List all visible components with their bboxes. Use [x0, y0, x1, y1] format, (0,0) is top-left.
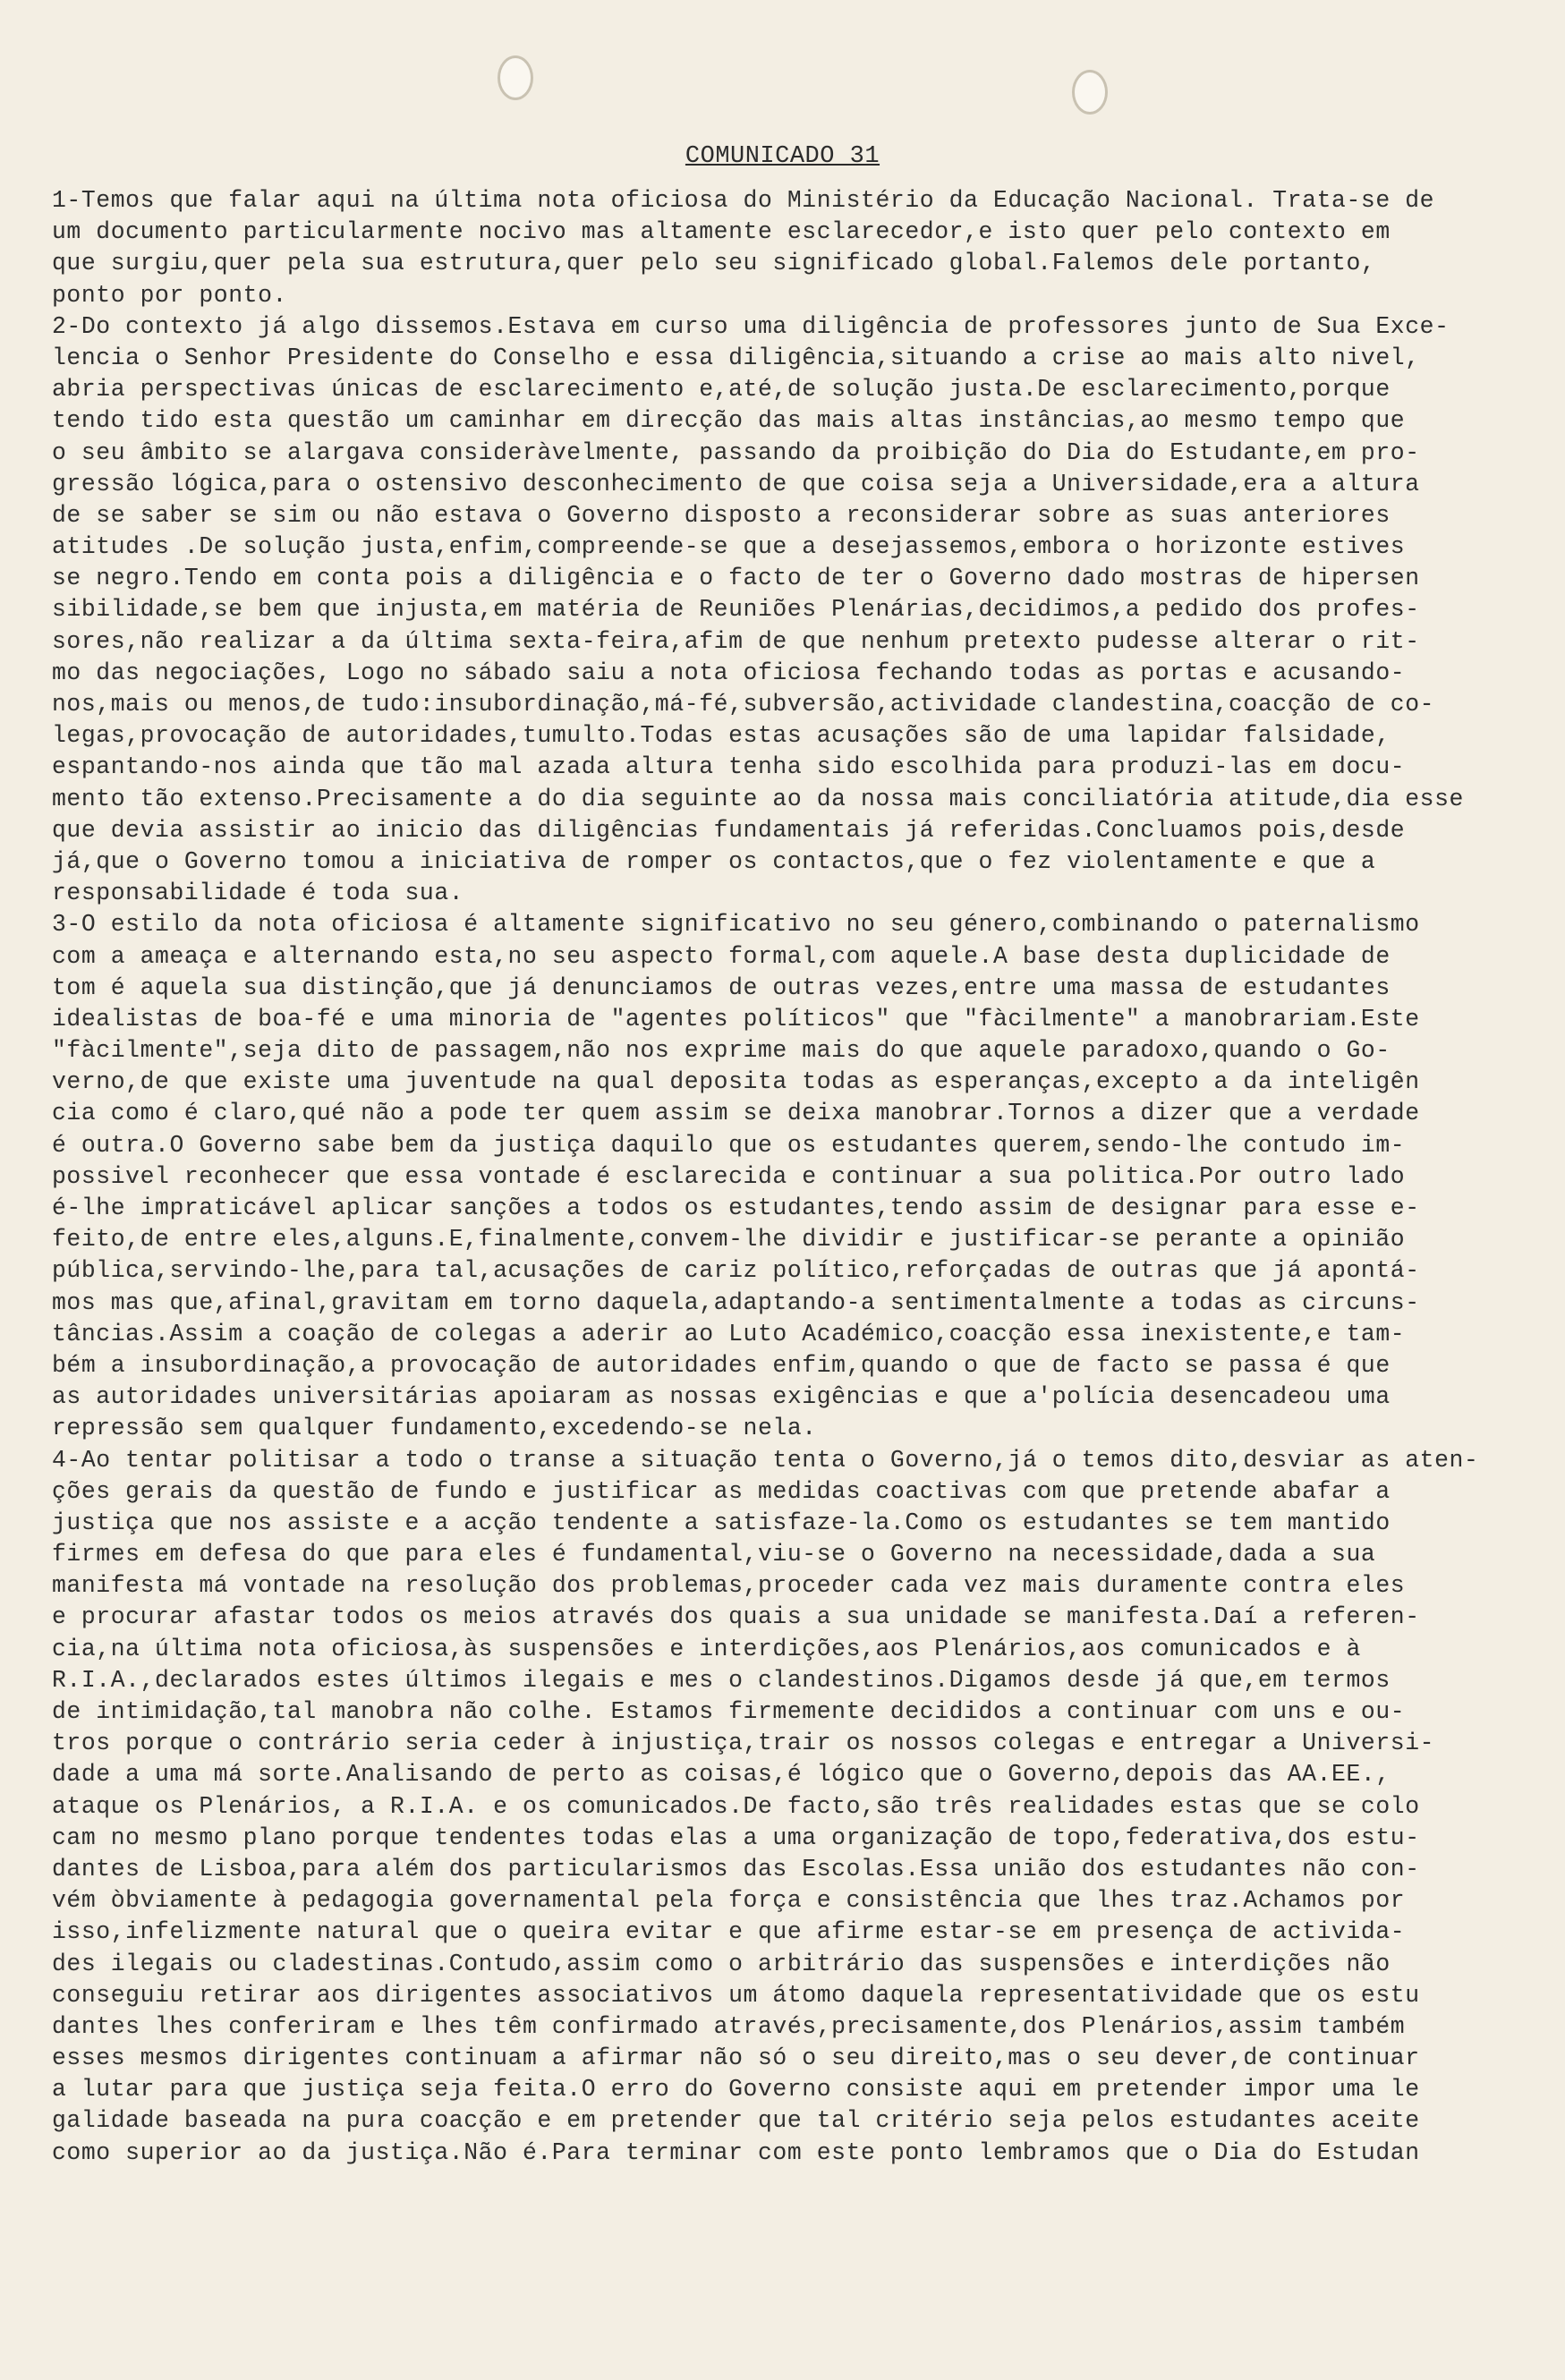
text-line: já,que o Governo tomou a iniciativa de romper os contactos,que o fez violentamente e que a [52, 847, 1376, 875]
page-title: COMUNICADO 31 [685, 143, 880, 170]
text-line: abria perspectivas únicas de esclarecimento e,até,de solução justa.De esclarecimento,porque [52, 376, 1391, 404]
text-line: tâncias.Assim a coação de colegas a aderir ao Luto Académico,coacção essa inexistente,e tam- [52, 1320, 1406, 1347]
text-line: justiça que nos assiste e a acção tendente a satisfaze-la.Como os estudantes se tem mantido [52, 1509, 1391, 1536]
text-line: de se saber se sim ou não estava o Governo disposto a reconsiderar sobre as suas anteriores [52, 501, 1391, 529]
text-line: legas,provocação de autoridades,tumulto.Todas estas acusações são de uma lapidar falsidade, [52, 722, 1391, 750]
text-line: repressão sem qualquer fundamento,excedendo-se nela. [52, 1415, 817, 1442]
text-line: mento tão extenso.Precisamente a do dia seguinte ao da nossa mais conciliatória atitude,dia esse [52, 785, 1464, 812]
text-line: ponto por ponto. [52, 281, 287, 309]
text-line: a lutar para que justiça seja feita.O erro do Governo consiste aqui em pretender impor uma le [52, 2076, 1420, 2104]
text-line: atitudes .De solução justa,enfim,compreende-se que a desejassemos,embora o horizonte estives [52, 533, 1406, 561]
text-line: o seu âmbito se alargava consideràvelmente, passando da proibição do Dia do Estudante,em pro- [52, 438, 1420, 466]
text-line: como superior ao da justiça.Não é.Para terminar com este ponto lembramos que o Dia do Estudan [52, 2138, 1420, 2166]
text-line: 4-Ao tentar politisar a todo o transe a situação tenta o Governo,já o temos dito,desviar as aten- [52, 1446, 1479, 1474]
text-line: gressão lógica,para o ostensivo desconhecimento de que coisa seja a Universidade,era a altura [52, 470, 1420, 497]
text-line: de intimidação,tal manobra não colhe. Estamos firmemente decididos a continuar com uns e ou- [52, 1698, 1406, 1725]
document-body [52, 185, 1479, 2169]
text-line: que devia assistir ao inicio das diligências fundamentais já referidas.Concluamos pois,desde [52, 816, 1406, 844]
text-line: tros porque o contrário seria ceder à injustiça,trair os nossos colegas e entregar a Universi- [52, 1730, 1435, 1757]
text-line: des ilegais ou cladestinas.Contudo,assim como o arbitrário das suspensões e interdições não [52, 1950, 1391, 1977]
text-line: bém a insubordinação,a provocação de autoridades enfim,quando o que de facto se passa é que [52, 1351, 1391, 1379]
text-line: galidade baseada na pura coacção e em pretender que tal critério seja pelos estudantes aceite [52, 2107, 1420, 2135]
text-line: pública,servindo-lhe,para tal,acusações de cariz político,reforçadas de outras que já apontá- [52, 1257, 1420, 1285]
text-line: 2-Do contexto já algo dissemos.Estava em curso uma diligência de professores junto de Sua Exce- [52, 312, 1450, 340]
text-line: espantando-nos ainda que tão mal azada altura tenha sido escolhida para produzi-las em docu- [52, 753, 1406, 781]
text-line: é-lhe impraticável aplicar sanções a todos os estudantes,tendo assim de designar para esse e- [52, 1194, 1420, 1221]
text-line: dade a uma má sorte.Analisando de perto as coisas,é lógico que o Governo,depois das AA.EE., [52, 1761, 1391, 1789]
text-line: se negro.Tendo em conta pois a diligência e o facto de ter o Governo dado mostras de hipersen [52, 565, 1420, 592]
text-line: esses mesmos dirigentes continuam a afirmar não só o seu direito,mas o seu dever,de continuar [52, 2044, 1420, 2072]
text-line: com a ameaça e alternando esta,no seu aspecto formal,com aquele.A base desta duplicidade de [52, 942, 1391, 970]
text-line: sibilidade,se bem que injusta,em matéria de Reuniões Plenárias,decidimos,a pedido dos profes- [52, 596, 1420, 624]
text-line: é outra.O Governo sabe bem da justiça daquilo que os estudantes querem,sendo-lhe contudo im- [52, 1131, 1406, 1159]
text-line: cia como é claro,qué não a pode ter quem assim se deixa manobrar.Tornos a dizer que a verdade [52, 1100, 1420, 1127]
text-line: dantes de Lisboa,para além dos particularismos das Escolas.Essa união dos estudantes não con- [52, 1855, 1420, 1883]
text-line: ções gerais da questão de fundo e justificar as medidas coactivas com que pretende abafar a [52, 1477, 1391, 1505]
text-line: "fàcilmente",seja dito de passagem,não nos exprime mais do que aquele paradoxo,quando o Go- [52, 1037, 1391, 1065]
punch-hole [498, 55, 533, 100]
text-line: as autoridades universitárias apoiaram as nossas exigências e que a'polícia desencadeou uma [52, 1383, 1391, 1411]
text-line: responsabilidade é toda sua. [52, 880, 464, 907]
text-line: lencia o Senhor Presidente do Conselho e essa diligência,situando a crise ao mais alto nivel, [52, 344, 1420, 371]
text-line: verno,de que existe uma juventude na qual deposita todas as esperanças,excepto a da inteligên [52, 1068, 1420, 1096]
text-line: que surgiu,quer pela sua estrutura,quer pelo seu significado global.Falemos dele portanto, [52, 250, 1376, 277]
text-line: mo das negociações, Logo no sábado saiu a nota oficiosa fechando todas as portas e acusando- [52, 659, 1406, 686]
text-line: R.I.A.,declarados estes últimos ilegais e mes o clandestinos.Digamos desde já que,em termos [52, 1666, 1391, 1694]
text-line: sores,não realizar a da última sexta-feira,afim de que nenhum pretexto pudesse alterar o rit- [52, 627, 1420, 655]
text-line: dantes lhes conferiram e lhes têm confirmado através,precisamente,dos Plenários,assim também [52, 2012, 1406, 2040]
text-line: firmes em defesa do que para eles é fundamental,viu-se o Governo na necessidade,dada a sua [52, 1541, 1376, 1568]
text-line: cam no mesmo plano porque tendentes todas elas a uma organização de topo,federativa,dos estu- [52, 1823, 1420, 1851]
text-line: tom é aquela sua distinção,que já denunciamos de outras vezes,entre uma massa de estudantes [52, 973, 1391, 1001]
text-line: tendo tido esta questão um caminhar em direcção das mais altas instâncias,ao mesmo tempo que [52, 407, 1406, 435]
text-line: um documento particularmente nocivo mas altamente esclarecedor,e isto quer pelo contexto em [52, 218, 1391, 246]
text-line: vém òbviamente à pedagogia governamental pela força e consistência que lhes traz.Achamos por [52, 1887, 1406, 1915]
text-line: isso,infelizmente natural que o queira evitar e que afirme estar-se em presença de activida- [52, 1918, 1406, 1946]
text-line: conseguiu retirar aos dirigentes associativos um átomo daquela representatividade que os estu [52, 1981, 1420, 2009]
text-line: 1-Temos que falar aqui na última nota oficiosa do Ministério da Educação Nacional. Trata-se de [52, 187, 1435, 214]
text-line: possivel reconhecer que essa vontade é esclarecida e continuar a sua politica.Por outro lado [52, 1162, 1406, 1190]
text-line: feito,de entre eles,alguns.E,finalmente,convem-lhe dividir e justificar-se perante a opinião [52, 1226, 1406, 1254]
text-line: idealistas de boa-fé e uma minoria de "agentes políticos" que "fàcilmente" a manobrariam.Este [52, 1005, 1420, 1033]
text-line: mos mas que,afinal,gravitam em torno daquela,adaptando-a sentimentalmente a todas as circuns- [52, 1288, 1420, 1316]
text-line: cia,na última nota oficiosa,às suspensões e interdições,aos Plenários,aos comunicados e à [52, 1635, 1361, 1662]
text-line: e procurar afastar todos os meios através dos quais a sua unidade se manifesta.Daí a referen- [52, 1603, 1420, 1631]
text-line: manifesta má vontade na resolução dos problemas,proceder cada vez mais duramente contra eles [52, 1572, 1406, 1600]
text-line: 3-O estilo da nota oficiosa é altamente significativo no seu género,combinando o paternalismo [52, 911, 1420, 939]
text-line: nos,mais ou menos,de tudo:insubordinação,má-fé,subversão,actividade clandestina,coacção de co- [52, 691, 1435, 718]
text-line: ataque os Plenários, a R.I.A. e os comunicados.De facto,são três realidades estas que se colo [52, 1792, 1420, 1820]
punch-hole [1072, 70, 1108, 115]
